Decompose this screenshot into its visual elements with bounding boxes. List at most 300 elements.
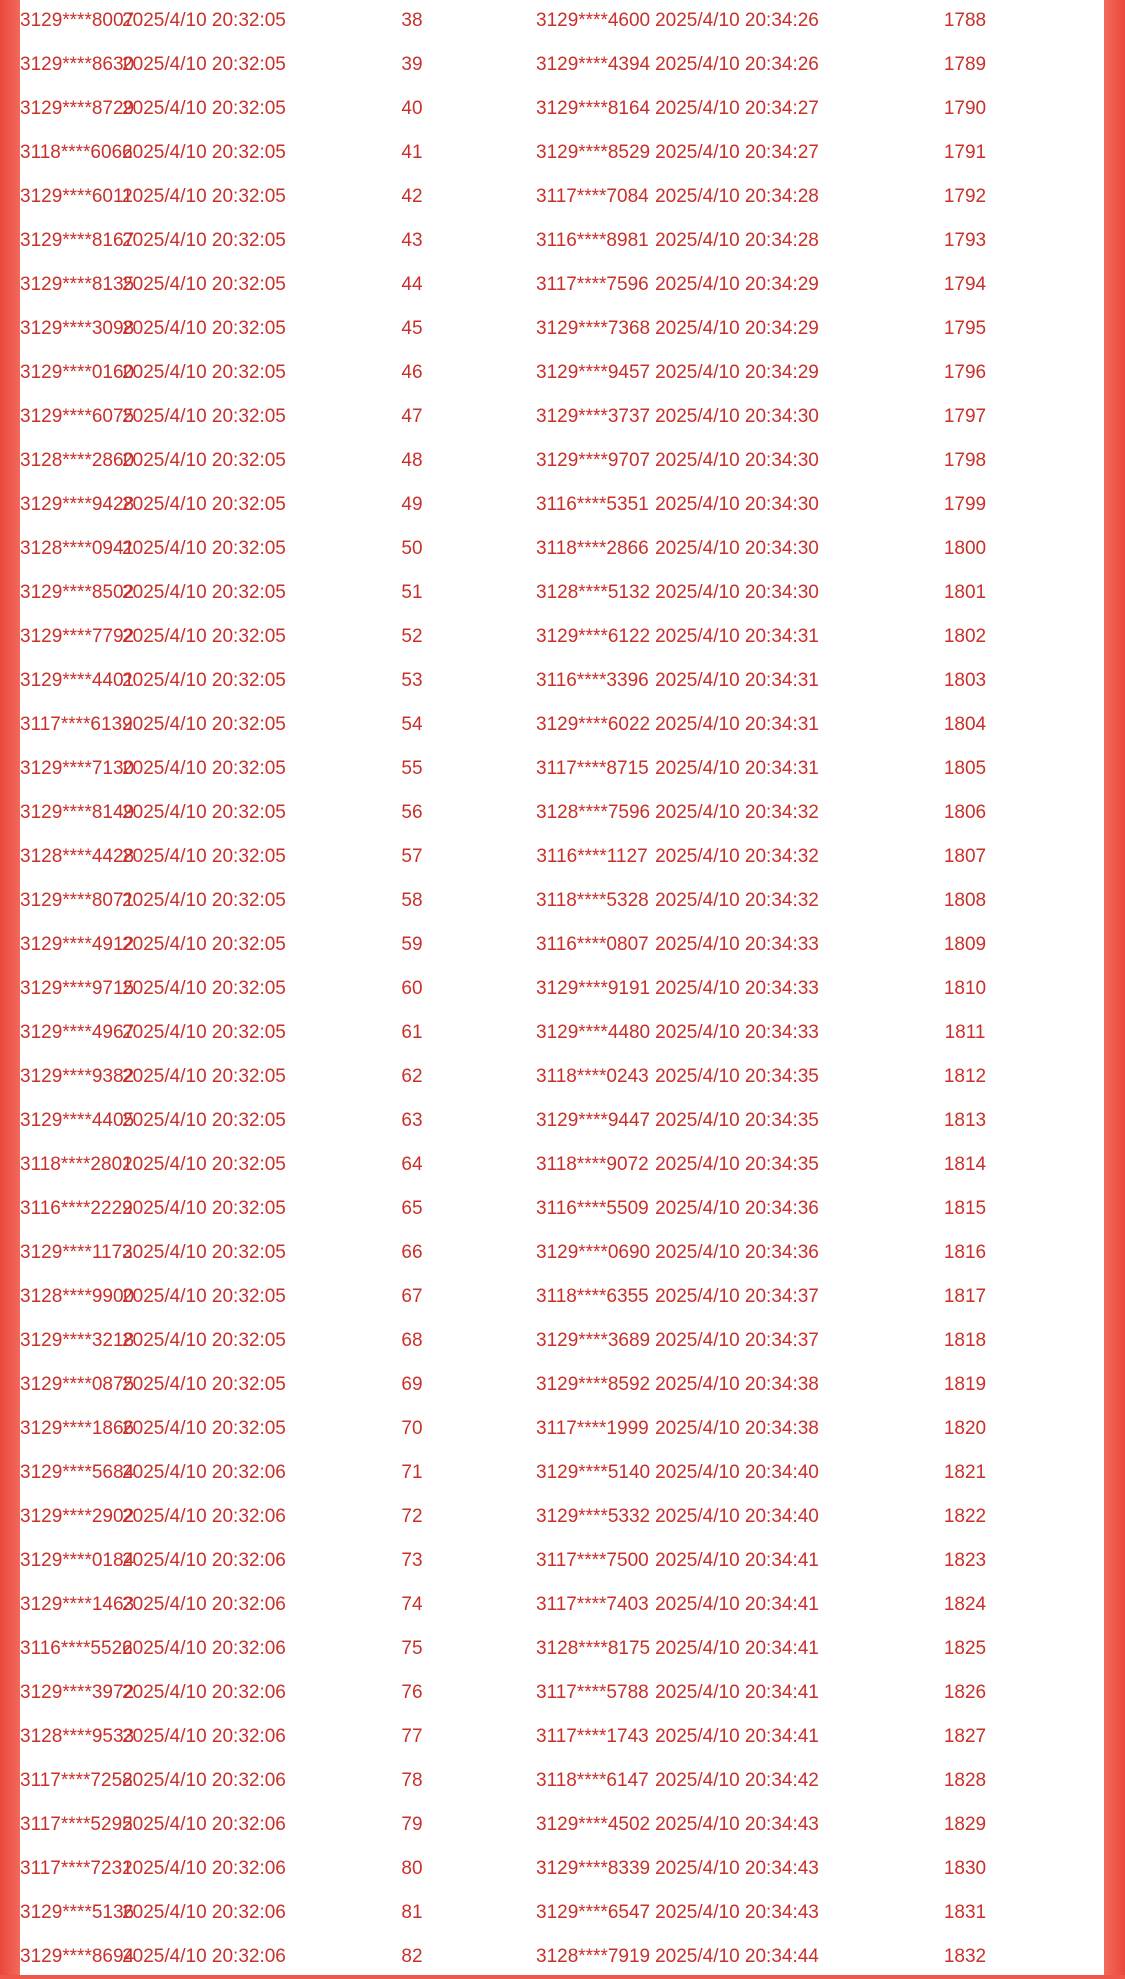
left-account-cell: 3128****0941 [20,538,135,559]
left-rank-cell: 47 [401,406,423,427]
table-row [20,1627,1104,1671]
table-row [20,1847,1104,1891]
left-rank-cell: 62 [401,1066,423,1087]
left-rank-cell: 76 [401,1682,423,1703]
right-time-cell: 2025/4/10 20:34:35 [655,1110,819,1131]
right-rank-cell: 1789 [943,54,987,75]
left-time-cell: 2025/4/10 20:32:05 [122,406,286,427]
right-time-cell: 2025/4/10 20:34:30 [655,450,819,471]
table-row [20,1539,1104,1583]
table-row [20,527,1104,571]
right-rank-cell: 1794 [943,274,987,295]
right-time-cell: 2025/4/10 20:34:40 [655,1506,819,1527]
table-row [20,1099,1104,1143]
results-table [20,0,1104,1979]
left-rank-cell: 79 [401,1814,423,1835]
left-account-cell: 3116****2229 [20,1198,133,1219]
right-frame-border [1104,0,1125,1975]
right-time-cell: 2025/4/10 20:34:43 [655,1858,819,1879]
left-rank-cell: 52 [401,626,423,647]
left-rank-cell: 46 [401,362,423,383]
left-rank-cell: 45 [401,318,423,339]
left-rank-cell: 68 [401,1330,423,1351]
left-time-cell: 2025/4/10 20:32:06 [122,1462,286,1483]
right-account-cell: 3116****5509 [536,1198,649,1219]
right-account-cell: 3118****6355 [536,1286,649,1307]
right-time-cell: 2025/4/10 20:34:28 [655,186,819,207]
right-account-cell: 3129****3689 [536,1330,651,1351]
right-account-cell: 3128****7919 [536,1946,651,1967]
right-rank-cell: 1797 [943,406,987,427]
right-time-cell: 2025/4/10 20:34:44 [655,1946,819,1967]
right-rank-cell: 1796 [943,362,987,383]
right-account-cell: 3129****4394 [536,54,651,75]
right-time-cell: 2025/4/10 20:34:43 [655,1902,819,1923]
right-time-cell: 2025/4/10 20:34:41 [655,1726,819,1747]
right-rank-cell: 1811 [944,1022,986,1043]
right-rank-cell: 1810 [943,978,987,999]
right-time-cell: 2025/4/10 20:34:31 [655,758,819,779]
table-row [20,175,1104,219]
table-row [20,1319,1104,1363]
left-account-cell: 3129****0875 [20,1374,135,1395]
right-account-cell: 3129****4600 [536,10,651,31]
left-rank-cell: 48 [401,450,423,471]
left-account-cell: 3129****8071 [20,890,135,911]
table-row [20,43,1104,87]
left-rank-cell: 55 [401,758,423,779]
right-rank-cell: 1825 [943,1638,987,1659]
left-time-cell: 2025/4/10 20:32:05 [122,714,286,735]
right-time-cell: 2025/4/10 20:34:35 [655,1154,819,1175]
left-account-cell: 3117****6139 [20,714,133,735]
left-account-cell: 3129****3098 [20,318,135,339]
table-row [20,747,1104,791]
table-row [20,1187,1104,1231]
right-account-cell: 3118****2866 [536,538,649,559]
left-account-cell: 3129****1866 [20,1418,135,1439]
right-time-cell: 2025/4/10 20:34:41 [655,1550,819,1571]
left-account-cell: 3129****4401 [20,670,135,691]
left-time-cell: 2025/4/10 20:32:05 [122,1066,286,1087]
right-time-cell: 2025/4/10 20:34:33 [655,934,819,955]
left-time-cell: 2025/4/10 20:32:06 [122,1770,286,1791]
left-rank-cell: 77 [401,1726,423,1747]
left-time-cell: 2025/4/10 20:32:05 [122,1110,286,1131]
left-account-cell: 3129****0184 [20,1550,135,1571]
table-row [20,395,1104,439]
right-time-cell: 2025/4/10 20:34:38 [655,1374,819,1395]
left-time-cell: 2025/4/10 20:32:05 [122,934,286,955]
right-account-cell: 3118****9072 [536,1154,649,1175]
right-rank-cell: 1813 [943,1110,987,1131]
left-time-cell: 2025/4/10 20:32:05 [122,98,286,119]
table-row [20,879,1104,923]
right-rank-cell: 1831 [943,1902,987,1923]
left-account-cell: 3129****9428 [20,494,135,515]
left-rank-cell: 80 [401,1858,423,1879]
right-time-cell: 2025/4/10 20:34:40 [655,1462,819,1483]
left-rank-cell: 67 [401,1286,423,1307]
table-row [20,1935,1104,1979]
left-time-cell: 2025/4/10 20:32:05 [122,54,286,75]
right-rank-cell: 1823 [943,1550,987,1571]
left-rank-cell: 64 [401,1154,423,1175]
table-row [20,1715,1104,1759]
right-time-cell: 2025/4/10 20:34:36 [655,1198,819,1219]
table-row [20,263,1104,307]
right-account-cell: 3129****9447 [536,1110,651,1131]
left-time-cell: 2025/4/10 20:32:05 [122,186,286,207]
right-rank-cell: 1824 [943,1594,987,1615]
right-account-cell: 3129****4480 [536,1022,651,1043]
left-rank-cell: 82 [401,1946,423,1967]
left-rank-cell: 38 [401,10,423,31]
table-row [20,439,1104,483]
right-time-cell: 2025/4/10 20:34:38 [655,1418,819,1439]
right-account-cell: 3129****5140 [536,1462,651,1483]
left-time-cell: 2025/4/10 20:32:05 [122,758,286,779]
right-account-cell: 3117****5788 [536,1682,649,1703]
right-time-cell: 2025/4/10 20:34:31 [655,626,819,647]
left-account-cell: 3129****8729 [20,98,135,119]
left-account-cell: 3129****8630 [20,54,135,75]
left-time-cell: 2025/4/10 20:32:05 [122,1330,286,1351]
left-account-cell: 3129****8167 [20,230,135,251]
right-rank-cell: 1828 [943,1770,987,1791]
left-account-cell: 3129****8694 [20,1946,135,1967]
left-account-cell: 3129****7130 [20,758,135,779]
left-frame-border [0,0,20,1975]
right-account-cell: 3129****0690 [536,1242,651,1263]
left-time-cell: 2025/4/10 20:32:05 [122,1022,286,1043]
table-row [20,1451,1104,1495]
table-row [20,1011,1104,1055]
left-time-cell: 2025/4/10 20:32:06 [122,1726,286,1747]
left-rank-cell: 42 [401,186,423,207]
left-time-cell: 2025/4/10 20:32:05 [122,1286,286,1307]
right-account-cell: 3129****9191 [536,978,651,999]
right-rank-cell: 1819 [943,1374,987,1395]
left-time-cell: 2025/4/10 20:32:06 [122,1946,286,1967]
right-time-cell: 2025/4/10 20:34:29 [655,274,819,295]
right-account-cell: 3128****7596 [536,802,651,823]
right-time-cell: 2025/4/10 20:34:28 [655,230,819,251]
right-time-cell: 2025/4/10 20:34:30 [655,538,819,559]
left-time-cell: 2025/4/10 20:32:05 [122,670,286,691]
left-time-cell: 2025/4/10 20:32:05 [122,978,286,999]
table-row [20,131,1104,175]
right-account-cell: 3117****7500 [536,1550,649,1571]
right-account-cell: 3128****5132 [536,582,651,603]
left-account-cell: 3117****7231 [20,1858,133,1879]
left-time-cell: 2025/4/10 20:32:05 [122,362,286,383]
left-account-cell: 3129****3218 [20,1330,135,1351]
left-rank-cell: 61 [401,1022,423,1043]
right-rank-cell: 1790 [943,98,987,119]
table-row [20,615,1104,659]
table-row [20,1671,1104,1715]
left-time-cell: 2025/4/10 20:32:05 [122,274,286,295]
left-time-cell: 2025/4/10 20:32:06 [122,1858,286,1879]
left-time-cell: 2025/4/10 20:32:05 [122,1242,286,1263]
left-account-cell: 3129****8007 [20,10,135,31]
table-row [20,1891,1104,1935]
left-account-cell: 3128****4428 [20,846,135,867]
right-account-cell: 3117****1743 [536,1726,649,1747]
results-sheet [20,0,1104,1975]
left-rank-cell: 49 [401,494,423,515]
right-time-cell: 2025/4/10 20:34:42 [655,1770,819,1791]
right-rank-cell: 1803 [943,670,987,691]
right-time-cell: 2025/4/10 20:34:32 [655,890,819,911]
right-time-cell: 2025/4/10 20:34:33 [655,978,819,999]
right-time-cell: 2025/4/10 20:34:30 [655,494,819,515]
left-time-cell: 2025/4/10 20:32:05 [122,582,286,603]
right-time-cell: 2025/4/10 20:34:31 [655,714,819,735]
right-rank-cell: 1805 [943,758,987,779]
left-account-cell: 3129****2902 [20,1506,135,1527]
left-time-cell: 2025/4/10 20:32:06 [122,1550,286,1571]
table-row [20,351,1104,395]
right-account-cell: 3117****1999 [536,1418,649,1439]
right-time-cell: 2025/4/10 20:34:43 [655,1814,819,1835]
right-time-cell: 2025/4/10 20:34:26 [655,10,819,31]
right-account-cell: 3129****9707 [536,450,651,471]
left-time-cell: 2025/4/10 20:32:05 [122,802,286,823]
right-account-cell: 3128****8175 [536,1638,651,1659]
right-time-cell: 2025/4/10 20:34:30 [655,406,819,427]
right-time-cell: 2025/4/10 20:34:32 [655,802,819,823]
right-rank-cell: 1788 [943,10,987,31]
right-time-cell: 2025/4/10 20:34:37 [655,1330,819,1351]
right-account-cell: 3116****8981 [536,230,649,251]
right-account-cell: 3117****8715 [536,758,649,779]
right-account-cell: 3129****6547 [536,1902,651,1923]
left-account-cell: 3129****8502 [20,582,135,603]
right-time-cell: 2025/4/10 20:34:31 [655,670,819,691]
right-time-cell: 2025/4/10 20:34:30 [655,582,819,603]
left-time-cell: 2025/4/10 20:32:05 [122,1198,286,1219]
table-row [20,1275,1104,1319]
right-account-cell: 3129****8529 [536,142,651,163]
right-time-cell: 2025/4/10 20:34:33 [655,1022,819,1043]
table-row [20,835,1104,879]
left-rank-cell: 73 [401,1550,423,1571]
left-rank-cell: 44 [401,274,423,295]
table-row [20,1759,1104,1803]
left-account-cell: 3129****5684 [20,1462,135,1483]
left-rank-cell: 60 [401,978,423,999]
left-rank-cell: 54 [401,714,423,735]
left-rank-cell: 74 [401,1594,423,1615]
left-time-cell: 2025/4/10 20:32:06 [122,1814,286,1835]
left-time-cell: 2025/4/10 20:32:05 [122,230,286,251]
left-rank-cell: 53 [401,670,423,691]
right-account-cell: 3129****8164 [536,98,651,119]
left-account-cell: 3129****7792 [20,626,135,647]
left-rank-cell: 51 [401,582,423,603]
left-time-cell: 2025/4/10 20:32:05 [122,1374,286,1395]
right-rank-cell: 1798 [943,450,987,471]
right-rank-cell: 1807 [943,846,987,867]
left-account-cell: 3129****9382 [20,1066,135,1087]
left-account-cell: 3129****5136 [20,1902,135,1923]
left-account-cell: 3116****5526 [20,1638,133,1659]
right-rank-cell: 1795 [943,318,987,339]
left-time-cell: 2025/4/10 20:32:05 [122,450,286,471]
left-rank-cell: 71 [401,1462,423,1483]
right-account-cell: 3117****7596 [536,274,649,295]
left-time-cell: 2025/4/10 20:32:05 [122,890,286,911]
right-account-cell: 3117****7084 [536,186,649,207]
left-rank-cell: 58 [401,890,423,911]
right-time-cell: 2025/4/10 20:34:27 [655,142,819,163]
left-rank-cell: 66 [401,1242,423,1263]
left-rank-cell: 81 [401,1902,423,1923]
right-time-cell: 2025/4/10 20:34:41 [655,1594,819,1615]
right-rank-cell: 1814 [943,1154,987,1175]
right-time-cell: 2025/4/10 20:34:41 [655,1682,819,1703]
right-time-cell: 2025/4/10 20:34:36 [655,1242,819,1263]
left-time-cell: 2025/4/10 20:32:06 [122,1594,286,1615]
table-row [20,1231,1104,1275]
left-account-cell: 3129****4912 [20,934,135,955]
left-account-cell: 3128****2860 [20,450,135,471]
left-time-cell: 2025/4/10 20:32:06 [122,1638,286,1659]
right-time-cell: 2025/4/10 20:34:27 [655,98,819,119]
table-row [20,307,1104,351]
right-rank-cell: 1815 [943,1198,987,1219]
left-rank-cell: 39 [401,54,423,75]
right-account-cell: 3117****7403 [536,1594,649,1615]
right-rank-cell: 1804 [943,714,987,735]
table-row [20,219,1104,263]
left-account-cell: 3129****4967 [20,1022,135,1043]
right-rank-cell: 1799 [943,494,987,515]
table-row [20,967,1104,1011]
right-account-cell: 3129****7368 [536,318,651,339]
left-account-cell: 3129****4405 [20,1110,135,1131]
right-time-cell: 2025/4/10 20:34:29 [655,318,819,339]
right-account-cell: 3129****9457 [536,362,651,383]
right-rank-cell: 1809 [943,934,987,955]
left-time-cell: 2025/4/10 20:32:05 [122,1154,286,1175]
left-rank-cell: 63 [401,1110,423,1131]
right-account-cell: 3129****4502 [536,1814,651,1835]
table-row [20,1055,1104,1099]
left-rank-cell: 57 [401,846,423,867]
left-rank-cell: 75 [401,1638,423,1659]
left-account-cell: 3129****8149 [20,802,135,823]
table-row [20,923,1104,967]
right-account-cell: 3118****6147 [536,1770,649,1791]
left-account-cell: 3129****6011 [20,186,133,207]
left-account-cell: 3129****8135 [20,274,135,295]
left-rank-cell: 72 [401,1506,423,1527]
table-row [20,1803,1104,1847]
right-account-cell: 3129****6022 [536,714,651,735]
left-rank-cell: 59 [401,934,423,955]
table-row [20,703,1104,747]
right-rank-cell: 1820 [943,1418,987,1439]
right-account-cell: 3118****0243 [536,1066,649,1087]
right-rank-cell: 1801 [943,582,987,603]
right-rank-cell: 1832 [943,1946,987,1967]
right-rank-cell: 1812 [943,1066,987,1087]
right-rank-cell: 1808 [943,890,987,911]
left-time-cell: 2025/4/10 20:32:06 [122,1682,286,1703]
left-account-cell: 3117****7258 [20,1770,133,1791]
table-row [20,791,1104,835]
table-row [20,1143,1104,1187]
table-row [20,1495,1104,1539]
right-account-cell: 3129****5332 [536,1506,651,1527]
left-rank-cell: 65 [401,1198,423,1219]
right-account-cell: 3118****5328 [536,890,649,911]
left-time-cell: 2025/4/10 20:32:06 [122,1902,286,1923]
right-rank-cell: 1792 [943,186,987,207]
left-time-cell: 2025/4/10 20:32:05 [122,626,286,647]
left-rank-cell: 43 [401,230,423,251]
left-time-cell: 2025/4/10 20:32:05 [122,10,286,31]
table-row [20,1407,1104,1451]
left-account-cell: 3128****9900 [20,1286,135,1307]
table-row [20,87,1104,131]
right-rank-cell: 1826 [943,1682,987,1703]
left-time-cell: 2025/4/10 20:32:05 [122,318,286,339]
table-row [20,0,1104,43]
left-rank-cell: 78 [401,1770,423,1791]
left-account-cell: 3129****0160 [20,362,135,383]
left-account-cell: 3128****9533 [20,1726,135,1747]
right-time-cell: 2025/4/10 20:34:32 [655,846,819,867]
table-row [20,483,1104,527]
right-account-cell: 3129****3737 [536,406,651,427]
right-account-cell: 3116****0807 [536,934,649,955]
left-rank-cell: 56 [401,802,423,823]
right-time-cell: 2025/4/10 20:34:29 [655,362,819,383]
left-time-cell: 2025/4/10 20:32:05 [122,494,286,515]
left-rank-cell: 40 [401,98,423,119]
left-account-cell: 3129****1463 [20,1594,135,1615]
right-rank-cell: 1793 [943,230,987,251]
right-account-cell: 3129****8592 [536,1374,651,1395]
right-account-cell: 3116****3396 [536,670,649,691]
right-rank-cell: 1806 [943,802,987,823]
left-account-cell: 3129****6075 [20,406,135,427]
left-account-cell: 3118****2801 [20,1154,133,1175]
left-time-cell: 2025/4/10 20:32:05 [122,1418,286,1439]
right-time-cell: 2025/4/10 20:34:26 [655,54,819,75]
right-time-cell: 2025/4/10 20:34:35 [655,1066,819,1087]
table-row [20,571,1104,615]
right-rank-cell: 1818 [943,1330,987,1351]
left-rank-cell: 41 [401,142,423,163]
results-table-body [20,0,1104,1979]
right-account-cell: 3116****5351 [536,494,649,515]
left-rank-cell: 69 [401,1374,423,1395]
right-rank-cell: 1827 [943,1726,987,1747]
right-rank-cell: 1816 [943,1242,987,1263]
right-rank-cell: 1817 [943,1286,987,1307]
right-rank-cell: 1800 [943,538,987,559]
left-time-cell: 2025/4/10 20:32:05 [122,846,286,867]
right-rank-cell: 1791 [943,142,987,163]
left-account-cell: 3117****5295 [20,1814,133,1835]
left-time-cell: 2025/4/10 20:32:05 [122,142,286,163]
right-rank-cell: 1830 [943,1858,987,1879]
